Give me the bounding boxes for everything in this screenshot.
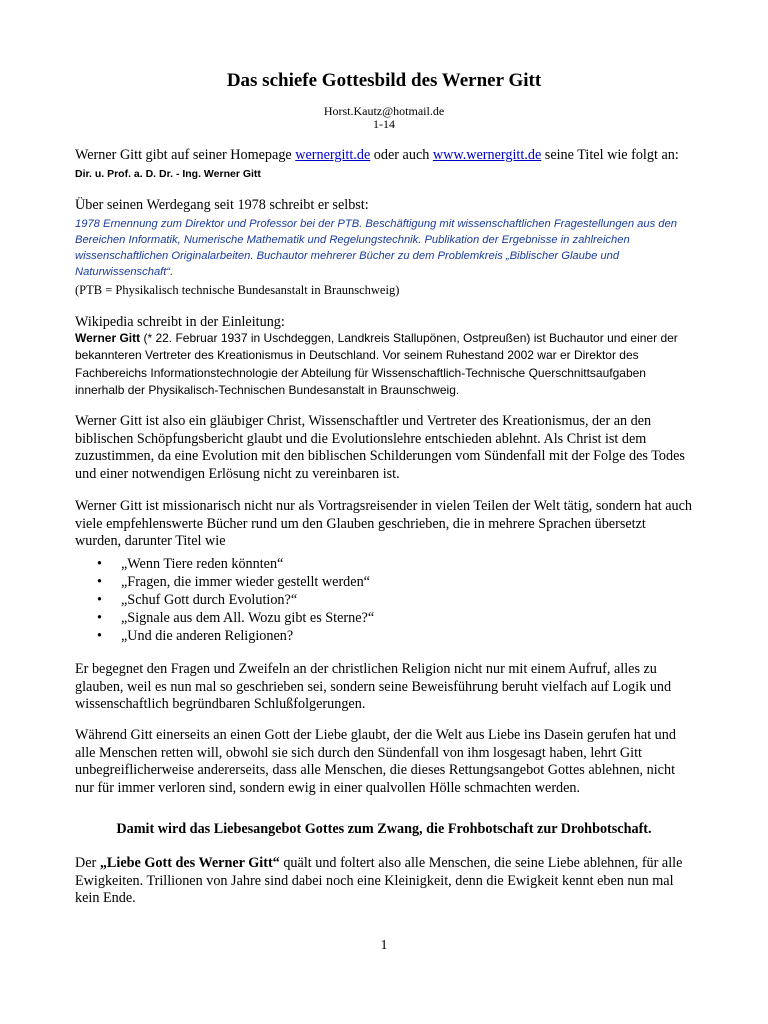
paragraph-1: Werner Gitt ist also ein gläubiger Christ, Wissenschaftler und Vertreter des Kreationismus, der an den biblischen Schöpfungsbericht glaubt und die Evolutionslehre entschieden ablehnt. Als Christ ist dem zuzustimmen, da eine Evolution mit den biblischen Schilderungen vom Sündenfall mit der Folge des Todes und einer notwendigen Erlösung nicht zu vereinbaren ist. [75,413,685,482]
page-number: 1 [380,938,388,953]
bullet-icon: • [97,628,102,644]
list-item [75,627,695,645]
intro-paragraph [75,147,695,183]
emphasis-statement: Damit wird das Liebesangebot Gottes zum Zwang, die Frohbotschaft zur Drohbotschaft. [116,821,652,837]
bullet-icon: • [97,574,102,590]
author-email: Horst.Kautz@hotmail.de [323,104,445,118]
paragraph-5-prefix: Der [75,855,100,871]
intro-text: oder auch [370,147,433,163]
author-info [0,105,768,131]
homepage-www-link[interactable]: www.wernergitt.de [432,147,542,163]
book-title: „Und die anderen Religionen? [121,628,294,644]
book-title: „Wenn Tiere reden könnten“ [121,556,284,572]
wikipedia-name: Werner Gitt [75,331,141,345]
bullet-icon: • [97,610,102,626]
book-title: „Fragen, die immer wieder gestellt werden“ [121,574,370,590]
document-title: Das schiefe Gottesbild des Werner Gitt [226,70,542,91]
paragraph-5 [75,855,695,908]
paragraph-2: Werner Gitt ist missionarisch nicht nur als Vortragsreisender in vielen Teilen der Welt tätig, sondern hat auch viele empfehlenswerte Bücher rund um den Glauben geschrieben, die in mehrere Sprachen übersetzt wurden, darunter Titel wie [75,498,693,549]
bullet-icon: • [97,556,102,572]
list-item [75,609,695,627]
wikipedia-heading: Wikipedia schreibt in der Einleitung: [75,314,285,330]
page-range: 1-14 [373,117,395,131]
paragraph-3: Er begegnet den Fragen und Zweifeln an der christlichen Religion nicht nur mit einem Aufruf, alles zu glauben, weil es nun mal so geschrieben sei, sondern seine Beweisführung beruht vielfach auf Logik und wissenschaftlich begründbaren Schlußfolgerungen. [75,661,672,712]
book-title: „Schuf Gott durch Evolution?“ [121,592,298,608]
paragraph-4: Während Gitt einerseits an einen Gott der Liebe glaubt, der die Welt aus Liebe ins Dasein gerufen hat und alle Menschen retten will, obwohl sie sich durch den Sündenfall von ihm losgesagt haben, lehrt Gitt unbegreiflicherweise andererseits, dass alle Menschen, die dieses Rettungsangebot Gottes ablehnen, nicht nur für immer verloren sind, sondern ewig in einer qualvollen Hölle schmachten werden. [75,727,676,796]
intro-text: seine Titel wie folgt an: [541,147,679,163]
wikipedia-quote [75,330,695,399]
career-quote: 1978 Ernennung zum Direktor und Professor bei der PTB. Beschäftigung mit wissenschaftlichen Fragestellungen aus den Bereichen Informatik, Numerische Mathematik und Regelungstechnik. Publikation der Ergebnisse in zahlreichen wissenschaftlichen Originalarbeiten. Buchautor mehrerer Bücher zu dem Problemkreis „Biblischer Glaube und Naturwissenschaft“. [75,218,677,278]
book-title: „Signale aus dem All. Wozu gibt es Sterne?“ [121,610,375,626]
career-heading: Über seinen Werdegang seit 1978 schreibt er selbst: [75,197,369,213]
paragraph-5-rest: quält und foltert also alle Menschen, die seine Liebe ablehnen, für alle Ewigkeiten. Trillionen von Jahre sind dabei noch eine Kleinigkeit, denn die Ewigkeit kennt eben nun mal kein Ende. [75,855,683,906]
paragraph-5-bold: „Liebe Gott des Werner Gitt“ [99,855,280,871]
list-item [75,591,695,609]
wikipedia-text: (* 22. Februar 1937 in Uschdeggen, Landkreis Stallupönen, Ostpreußen) ist Buchautor und einer der bekannteren Vertreter des Kreationismus in Deutschland. Vor seinem Ruhestand 2002 war er Direktor des Fachbereichs Informationstechnologie der Abteilung für Wissenschaftlich-Technische Querschnittsaufgaben innerhalb der Physikalisch-Technischen Bundesanstalt in Braunschweig. [75,331,678,397]
ptb-note: (PTB = Physikalisch technische Bundesanstalt in Braunschweig) [75,283,400,297]
list-item [75,555,695,573]
homepage-link[interactable]: wernergitt.de [295,147,371,163]
list-item [75,573,695,591]
academic-title: Dir. u. Prof. a. D. Dr. - Ing. Werner Gitt [75,167,261,180]
book-list [75,555,695,645]
intro-text: Werner Gitt gibt auf seiner Homepage [75,147,296,163]
bullet-icon: • [97,592,102,608]
